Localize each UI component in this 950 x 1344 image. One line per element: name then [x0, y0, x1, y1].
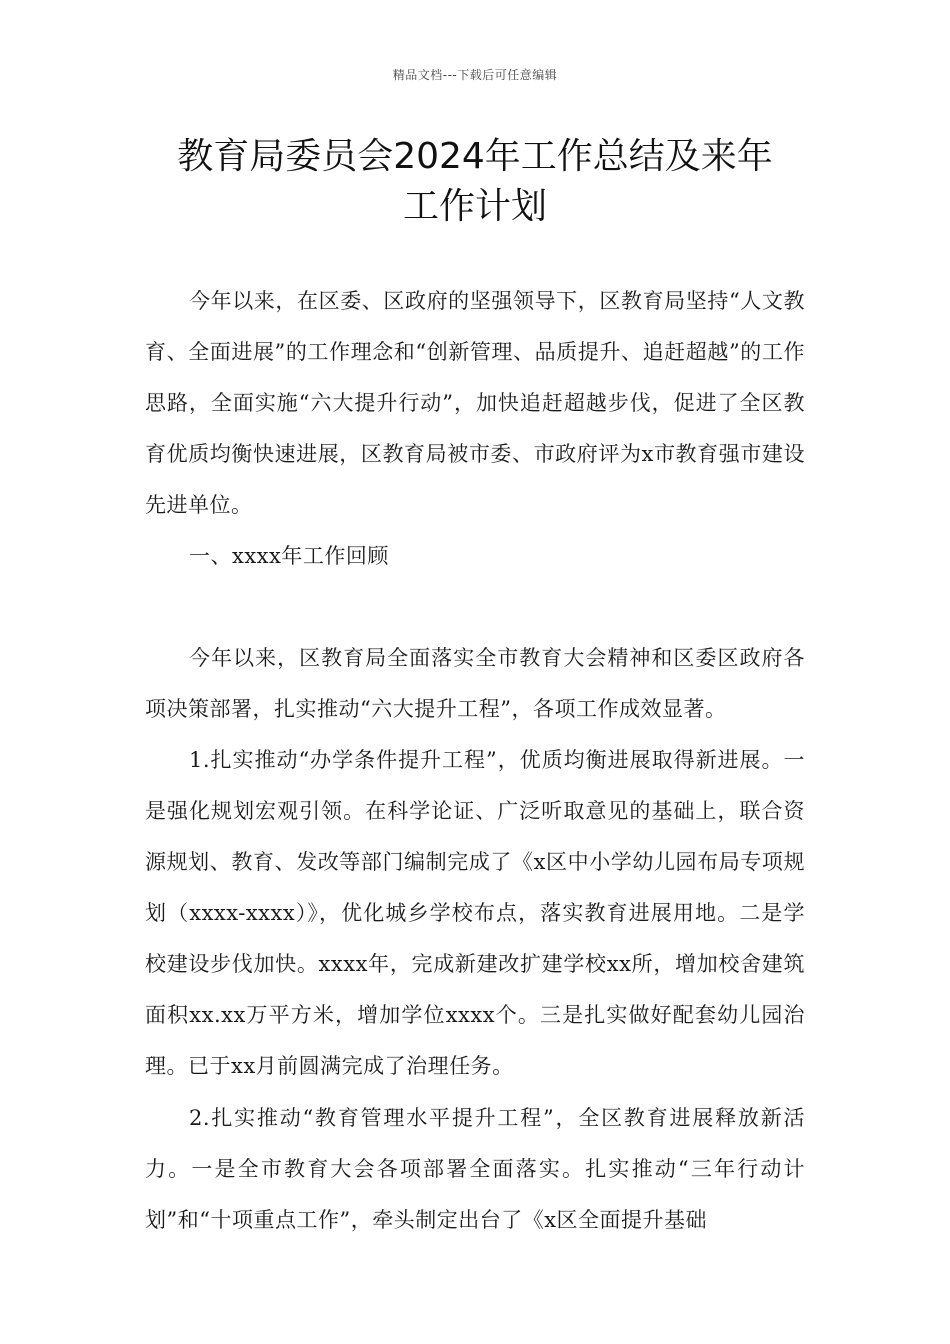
paragraph-item-2: 2.扎实推动“教育管理水平提升工程”，全区教育进展释放新活力。一是全市教育大会各项部署全面落实。扎实推动“三年行动计划”和“十项重点工作”，牵头制定出台了《x区全面提升基础 — [145, 1106, 805, 1232]
title-line-1: 教育局委员会2024年工作总结及来年 — [177, 136, 773, 177]
paragraph-item-1: 1.扎实推动“办学条件提升工程”，优质均衡进展取得新进展。一是强化规划宏观引领。在科学论证、广泛听取意见的基础上，联合资源规划、教育、发改等部门编制完成了《x区中小学幼儿园布局专项规划（xxxx-xxxx）》，优化城乡学校布点，落实教育进展用地。二是学校建设步伐加快。xxxx年，完成新建改扩建学校xx所，增加校舍建筑面积xx.xx万平方米，增加学位xxxx个。三是扎实做好配套幼儿园治理。已于xx月前圆满完成了治理任务。 — [145, 748, 805, 1078]
header-note: 精品文档---下载后可任意编辑 — [392, 68, 558, 82]
title-line-2: 工作计划 — [402, 186, 547, 227]
document-title — [120, 132, 830, 232]
section-heading-review: 一、xxxx年工作回顾 — [189, 544, 389, 568]
paragraph-overview: 今年以来，区教育局全面落实全市教育大会精神和区委区政府各项决策部署，扎实推动“六大提升工程”，各项工作成效显著。 — [145, 646, 805, 721]
paragraph-intro: 今年以来，在区委、区政府的坚强领导下，区教育局坚持“人文教育、全面进展”的工作理念和“创新管理、品质提升、追赶超越”的工作思路，全面实施“六大提升行动”，加快追赶超越步伐，促进了全区教育优质均衡快速进展，区教育局被市委、市政府评为x市教育强市建设先进单位。 — [145, 289, 805, 517]
